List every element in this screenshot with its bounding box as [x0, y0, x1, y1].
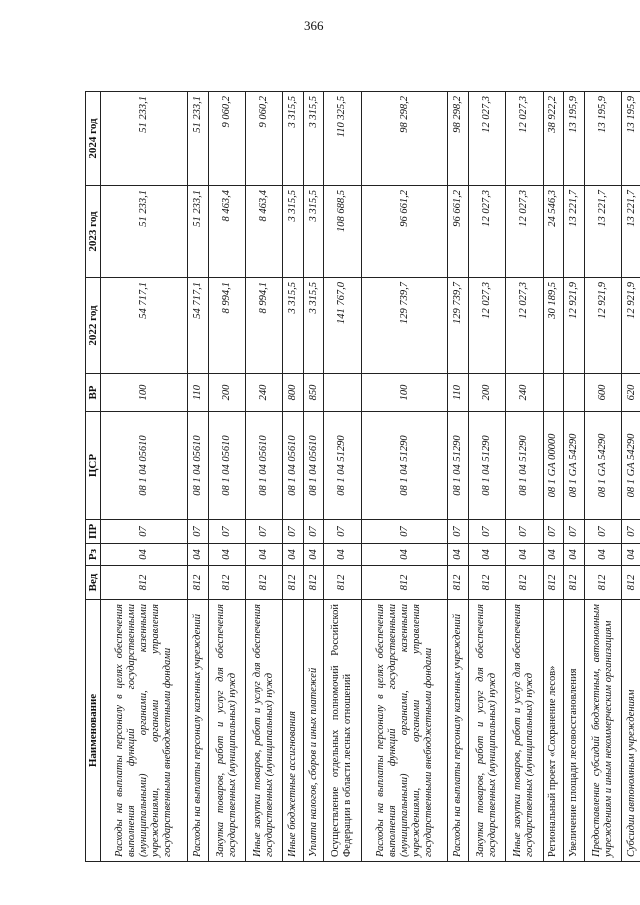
row-value-2024: 3 315,5: [303, 92, 324, 186]
row-vr: 620: [622, 374, 640, 412]
row-rz: 04: [283, 544, 304, 566]
table-row: [187, 92, 208, 862]
row-ved: 812: [448, 566, 469, 600]
row-rz: 04: [543, 544, 564, 566]
row-value-2023: 3 315,5: [303, 186, 324, 278]
row-csr: 08 1 04 05610: [303, 412, 324, 520]
row-value-2023: 13 221,7: [622, 186, 640, 278]
row-value-2022: 141 767,0: [324, 278, 361, 374]
row-value-2024: 9 060,2: [208, 92, 245, 186]
row-value-2022: 8 994,1: [208, 278, 245, 374]
row-name: Иные закупки товаров, работ и услуг для обеспечения государственных (муниципальных) нужд: [245, 600, 282, 862]
row-rz: 04: [208, 544, 245, 566]
row-rz: 04: [187, 544, 208, 566]
row-vr: [324, 374, 361, 412]
row-name: Закупка товаров, работ и услуг для обеспечения государственных (муниципальных) нужд: [469, 600, 506, 862]
row-name: Иные бюджетные ассигнования: [283, 600, 304, 862]
row-name: Закупка товаров, работ и услуг для обеспечения государственных (муниципальных) нужд: [208, 600, 245, 862]
row-value-2022: 12 027,3: [469, 278, 506, 374]
header-2024: 2024 год: [86, 92, 101, 186]
row-rz: 04: [564, 544, 585, 566]
row-value-2023: 8 463,4: [208, 186, 245, 278]
row-value-2024: 110 325,5: [324, 92, 361, 186]
row-csr: 08 1 04 51290: [469, 412, 506, 520]
row-ved: 812: [564, 566, 585, 600]
row-value-2022: 54 717,1: [101, 278, 188, 374]
row-value-2022: 8 994,1: [245, 278, 282, 374]
row-ved: 812: [469, 566, 506, 600]
row-rz: 04: [584, 544, 621, 566]
row-value-2023: 51 233,1: [187, 186, 208, 278]
table-row: [622, 92, 640, 862]
row-pr: 07: [101, 520, 188, 544]
row-rz: 04: [324, 544, 361, 566]
row-rz: 04: [448, 544, 469, 566]
row-value-2022: 3 315,5: [283, 278, 304, 374]
table-row: [324, 92, 361, 862]
row-value-2022: 54 717,1: [187, 278, 208, 374]
row-pr: 07: [283, 520, 304, 544]
row-name: Предоставление субсидий бюджетным, автономным учреждениям и иным некоммерческим организациям: [584, 600, 621, 862]
row-ved: 812: [245, 566, 282, 600]
row-value-2022: 129 739,7: [361, 278, 448, 374]
row-csr: 08 1 04 05610: [245, 412, 282, 520]
row-name: Уплата налогов, сборов и иных платежей: [303, 600, 324, 862]
row-pr: 07: [506, 520, 543, 544]
table-row: [303, 92, 324, 862]
table-row: [543, 92, 564, 862]
row-pr: 07: [361, 520, 448, 544]
row-value-2024: 98 298,2: [448, 92, 469, 186]
row-csr: 08 1 04 05610: [283, 412, 304, 520]
budget-table: [85, 91, 640, 862]
row-value-2022: 12 921,9: [584, 278, 621, 374]
row-value-2024: 13 195,9: [564, 92, 585, 186]
row-csr: 08 1 GA 00000: [543, 412, 564, 520]
row-name: Субсидии автономным учреждениям: [622, 600, 640, 862]
row-value-2023: 12 027,3: [506, 186, 543, 278]
row-pr: 07: [543, 520, 564, 544]
table-row: [361, 92, 448, 862]
row-vr: 100: [361, 374, 448, 412]
row-value-2022: 129 739,7: [448, 278, 469, 374]
row-value-2023: 24 546,3: [543, 186, 564, 278]
row-vr: 110: [187, 374, 208, 412]
row-ved: 812: [361, 566, 448, 600]
row-csr: 08 1 GA 54290: [564, 412, 585, 520]
header-ved: Вед: [86, 566, 101, 600]
row-pr: 07: [303, 520, 324, 544]
row-name: Расходы на выплаты персоналу казенных учреждений: [187, 600, 208, 862]
row-vr: 600: [584, 374, 621, 412]
row-value-2023: 13 221,7: [584, 186, 621, 278]
row-value-2024: 51 233,1: [101, 92, 188, 186]
row-rz: 04: [469, 544, 506, 566]
row-csr: 08 1 GA 54290: [584, 412, 621, 520]
row-value-2024: 38 922,2: [543, 92, 564, 186]
row-rz: 04: [361, 544, 448, 566]
row-name: Иные закупки товаров, работ и услуг для обеспечения государственных (муниципальных) нужд: [506, 600, 543, 862]
table-row: [283, 92, 304, 862]
row-rz: 04: [101, 544, 188, 566]
table-header-row: [86, 92, 101, 862]
table-row: [469, 92, 506, 862]
header-rz: Рз: [86, 544, 101, 566]
table-row: [506, 92, 543, 862]
row-ved: 812: [101, 566, 188, 600]
header-2023: 2023 год: [86, 186, 101, 278]
row-vr: 110: [448, 374, 469, 412]
row-value-2023: 96 661,2: [448, 186, 469, 278]
row-rz: 04: [622, 544, 640, 566]
row-pr: 07: [208, 520, 245, 544]
row-vr: 240: [506, 374, 543, 412]
row-value-2023: 51 233,1: [101, 186, 188, 278]
header-name: Наименование: [86, 600, 101, 862]
row-vr: 200: [208, 374, 245, 412]
row-value-2023: 108 688,5: [324, 186, 361, 278]
row-name: Расходы на выплаты персоналу в целях обеспечения выполнения функций государственными (муниципальными) органами, казенными учреждениями, органами управления государственными внебюджетными фондами: [101, 600, 188, 862]
row-pr: 07: [584, 520, 621, 544]
page-number: 366: [304, 18, 324, 33]
row-ved: 812: [622, 566, 640, 600]
row-csr: 08 1 04 05610: [187, 412, 208, 520]
row-rz: 04: [303, 544, 324, 566]
row-ved: 812: [543, 566, 564, 600]
row-csr: 08 1 04 51290: [448, 412, 469, 520]
row-value-2022: 3 315,5: [303, 278, 324, 374]
header-csr: ЦСР: [86, 412, 101, 520]
budget-table-container: [85, 92, 640, 862]
row-pr: 07: [622, 520, 640, 544]
row-value-2024: 51 233,1: [187, 92, 208, 186]
table-row: [564, 92, 585, 862]
row-ved: 812: [324, 566, 361, 600]
table-row: [584, 92, 621, 862]
row-ved: 812: [208, 566, 245, 600]
row-pr: 07: [324, 520, 361, 544]
row-vr: 240: [245, 374, 282, 412]
row-value-2023: 13 221,7: [564, 186, 585, 278]
row-value-2022: 30 189,5: [543, 278, 564, 374]
row-ved: 812: [303, 566, 324, 600]
row-value-2024: 9 060,2: [245, 92, 282, 186]
header-pr: ПР: [86, 520, 101, 544]
row-ved: 812: [187, 566, 208, 600]
row-value-2024: 13 195,9: [622, 92, 640, 186]
row-value-2022: 12 921,9: [622, 278, 640, 374]
row-value-2023: 3 315,5: [283, 186, 304, 278]
row-ved: 812: [506, 566, 543, 600]
row-value-2023: 96 661,2: [361, 186, 448, 278]
table-row: [448, 92, 469, 862]
row-value-2024: 98 298,2: [361, 92, 448, 186]
row-name: Расходы на выплаты персоналу казенных учреждений: [448, 600, 469, 862]
row-csr: 08 1 04 51290: [361, 412, 448, 520]
table-body: [101, 92, 640, 862]
row-vr: [564, 374, 585, 412]
header-vr: ВР: [86, 374, 101, 412]
row-value-2024: 12 027,3: [506, 92, 543, 186]
row-value-2024: 3 315,5: [283, 92, 304, 186]
row-name: Осуществление отдельных полномочий Российской Федерации в области лесных отношений: [324, 600, 361, 862]
row-vr: 100: [101, 374, 188, 412]
table-row: [245, 92, 282, 862]
row-value-2023: 8 463,4: [245, 186, 282, 278]
row-csr: 08 1 04 51290: [324, 412, 361, 520]
row-name: Увеличение площади лесовосстановления: [564, 600, 585, 862]
row-value-2022: 12 921,9: [564, 278, 585, 374]
row-csr: 08 1 GA 54290: [622, 412, 640, 520]
row-name: Расходы на выплаты персоналу в целях обеспечения выполнения функций государственными (муниципальными) органами, казенными учреждениями, органами управления государственными внебюджетными фондами: [361, 600, 448, 862]
row-vr: 800: [283, 374, 304, 412]
row-pr: 07: [469, 520, 506, 544]
row-csr: 08 1 04 05610: [208, 412, 245, 520]
row-vr: [543, 374, 564, 412]
row-pr: 07: [245, 520, 282, 544]
row-csr: 08 1 04 05610: [101, 412, 188, 520]
row-rz: 04: [245, 544, 282, 566]
table-row: [208, 92, 245, 862]
row-value-2024: 12 027,3: [469, 92, 506, 186]
header-2022: 2022 год: [86, 278, 101, 374]
table-row: [101, 92, 188, 862]
row-pr: 07: [448, 520, 469, 544]
row-value-2022: 12 027,3: [506, 278, 543, 374]
row-pr: 07: [564, 520, 585, 544]
row-ved: 812: [584, 566, 621, 600]
row-value-2023: 12 027,3: [469, 186, 506, 278]
row-name: Региональный проект «Сохранение лесов»: [543, 600, 564, 862]
row-ved: 812: [283, 566, 304, 600]
row-value-2024: 13 195,9: [584, 92, 621, 186]
row-pr: 07: [187, 520, 208, 544]
row-vr: 850: [303, 374, 324, 412]
row-vr: 200: [469, 374, 506, 412]
row-csr: 08 1 04 51290: [506, 412, 543, 520]
row-rz: 04: [506, 544, 543, 566]
